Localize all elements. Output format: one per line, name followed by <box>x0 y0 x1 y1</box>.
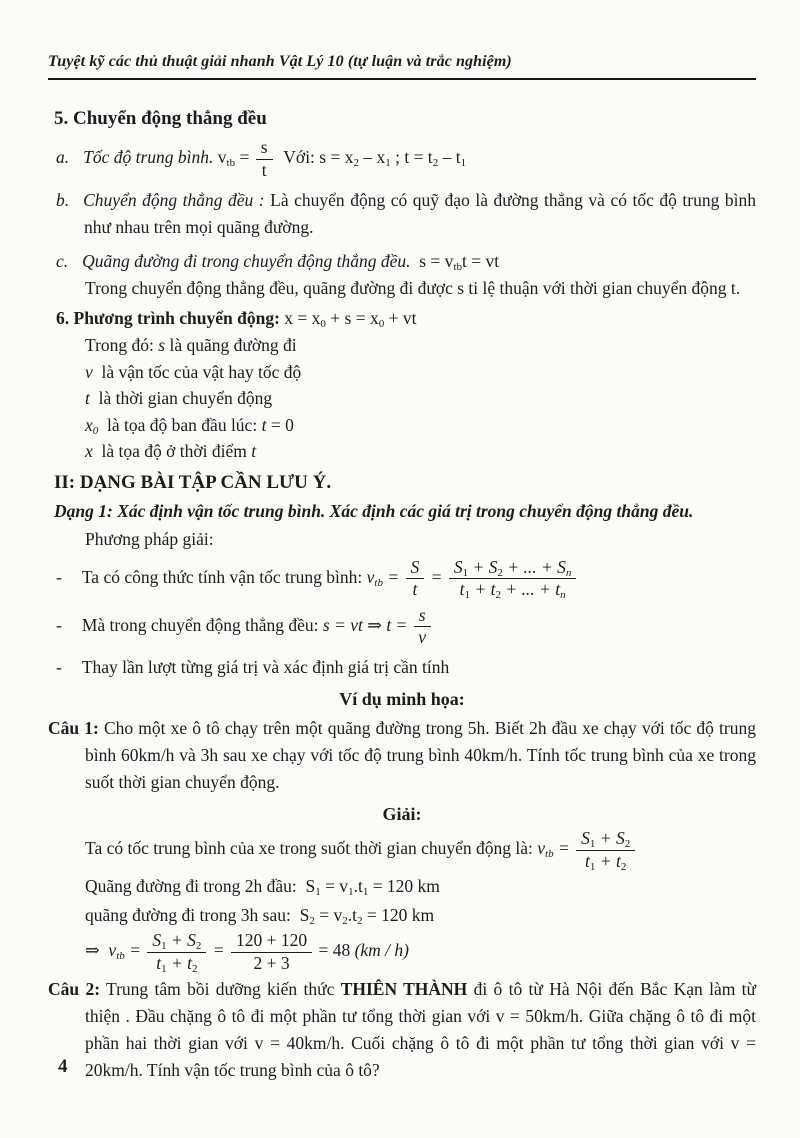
text-seg: = <box>426 566 447 587</box>
item-a-label: a. <box>56 147 70 168</box>
bullet-dash: - <box>56 566 62 587</box>
text-seg: t <box>555 579 561 600</box>
method-step-3 <box>56 654 756 681</box>
text-seg: S <box>187 930 196 951</box>
text-seg: 0 <box>378 318 385 331</box>
part-2-heading: II: DẠNG BÀI TẬP CẦN LƯU Ý. <box>54 471 332 493</box>
text-seg: 2 <box>342 915 348 928</box>
text-seg: Là chuyển động có quỹ đạo là đường thẳng và có tốc độ trung bình như nhau trên mọi quãng đường. <box>84 190 756 238</box>
uniform-motion-note: Trong chuyển động thẳng đều, quãng đường đi được s ti lệ thuận với thời gian chuyển động t. <box>85 278 741 299</box>
text-seg: t <box>615 850 621 871</box>
text-seg: 6. Phương trình chuyển động: <box>56 308 285 329</box>
text-seg: (km / h) <box>354 940 410 961</box>
examples-heading: Ví dụ minh họa: <box>339 689 465 710</box>
text-seg: + <box>470 579 491 600</box>
text-seg: 1 <box>589 838 596 851</box>
method-step-2-text <box>81 604 433 648</box>
text-seg: 2 + 3 <box>253 952 290 973</box>
text-seg: Ta có tốc trung bình của xe trong suốt thời gian chuyển động là: <box>85 838 538 859</box>
text-seg: S <box>488 556 498 577</box>
text-seg: x <box>85 441 93 462</box>
text-seg: 1 <box>161 962 167 975</box>
text-seg: quãng đường đi trong 3h sau: S <box>85 905 310 926</box>
text-seg: = 48 <box>314 940 355 961</box>
text-seg: ; t = t <box>390 147 433 168</box>
text-seg: + <box>166 930 188 951</box>
text-seg: tb <box>374 576 383 589</box>
text-seg: là quãng đường đi <box>165 335 297 356</box>
text-seg: t <box>261 414 267 435</box>
method-step-2 <box>56 606 756 648</box>
text-seg: s = vt <box>322 614 368 635</box>
text-seg: v <box>366 566 375 587</box>
item-c <box>56 248 756 275</box>
text-seg: 2 <box>356 915 363 928</box>
text-seg: t <box>187 952 193 973</box>
text-seg: = v <box>320 876 349 897</box>
text-seg: Với: s = x <box>274 147 354 168</box>
text-seg: s <box>260 137 268 157</box>
text-seg: t <box>490 579 496 600</box>
giai-heading: Giải: <box>382 804 422 825</box>
text-seg: t <box>251 441 257 462</box>
section-5-heading: 5. Chuyển động thẳng đều <box>54 108 267 129</box>
text-seg: S <box>453 556 463 577</box>
text-seg: 2 <box>353 157 359 170</box>
text-seg: ⇒ <box>85 940 109 961</box>
item-b-text <box>83 190 756 237</box>
text-seg: + s = x <box>325 308 379 329</box>
text-seg: t = vt <box>462 251 500 272</box>
text-seg: 1 <box>385 157 391 170</box>
text-seg: Câu 1: <box>48 718 99 739</box>
text-seg: S <box>581 828 590 849</box>
text-seg: – x <box>358 147 386 168</box>
bullet-dash: - <box>56 614 62 635</box>
text-seg: S <box>557 556 566 577</box>
fraction <box>254 138 275 180</box>
text-seg: = <box>553 838 575 859</box>
text-seg: 120 + 120 <box>235 930 308 951</box>
text-seg: Tốc độ trung bình. <box>83 147 218 168</box>
definition-s <box>85 332 756 359</box>
text-seg: + <box>166 952 188 973</box>
text-seg: 0 <box>92 424 99 437</box>
text-seg: .t <box>347 905 357 926</box>
text-seg: n <box>560 589 566 602</box>
text-seg: là vận tốc của vật hay tốc độ <box>92 361 302 382</box>
text-seg: THIÊN THÀNH <box>340 979 468 1000</box>
text-seg: + <box>595 828 616 849</box>
fraction <box>412 606 433 648</box>
text-seg: là tọa độ ở thời điểm <box>92 441 252 462</box>
text-seg: S <box>152 930 162 951</box>
text-seg: = <box>124 940 146 961</box>
text-seg: tb <box>116 950 125 963</box>
solution-line-1 <box>85 829 756 871</box>
text-seg: là thời gian chuyển động <box>89 388 273 409</box>
text-seg: Ta có công thức tính vận tốc trung bình: <box>81 566 367 587</box>
text-seg: 1 <box>161 940 167 953</box>
text-seg: t <box>261 159 267 180</box>
text-seg: tb <box>545 848 554 861</box>
fraction <box>404 558 427 600</box>
text-seg: t <box>459 579 465 600</box>
text-seg: n <box>565 566 572 579</box>
text-seg: v <box>418 627 427 648</box>
text-seg: là tọa độ ban đầu lúc: <box>98 414 262 435</box>
text-seg: s = v <box>414 251 454 272</box>
item-a <box>56 138 756 180</box>
text-seg: s <box>158 335 166 356</box>
item-a-text <box>83 137 467 180</box>
text-seg: t = <box>381 614 412 635</box>
text-seg: v <box>217 147 227 168</box>
fraction <box>229 931 314 973</box>
text-seg: 2 <box>192 962 198 975</box>
definition-x <box>85 438 756 465</box>
text-seg: S <box>615 828 625 849</box>
text-seg: S <box>410 556 420 577</box>
text-seg: Quãng đường đi trong 2h đầu: S <box>85 876 316 897</box>
text-seg: Cho một xe ô tô chạy trên một quãng đường trong 5h. Biết 2h đầu xe chạy với tốc độ trung bình 60km/h và 3h sau xe chạy với tốc độ trung bình 40km/h. Tính tốc trung bình của xe trong suốt thời gian chuyển động. <box>85 718 756 793</box>
text-seg: 2 <box>195 940 202 953</box>
fraction <box>574 829 637 871</box>
text-seg: t <box>85 388 90 409</box>
text-seg: ⇒ <box>367 614 382 635</box>
text-seg: 2 <box>432 157 439 170</box>
text-seg: t <box>585 850 590 871</box>
dang-1-heading: Dạng 1: Xác định vận tốc trung bình. Xác định các giá trị trong chuyển động thẳng đều. <box>54 500 694 521</box>
text-seg: = 120 km <box>368 876 440 897</box>
text-seg: – t <box>438 147 461 168</box>
method-step-1-text <box>81 556 579 602</box>
bullet-dash: - <box>56 657 62 678</box>
text-seg: đi ô tô từ Hà Nội đến Bắc Kạn làm từ thiện . Đầu chặng ô tô đi một phần tư tổng thời gian với v = 50km/h. Giữa chặng ô tô đi một phần hai thời gian với v = 40km/h. Cuối chặng ô tô đi một phần tư tổng thời gian với v = 20km/h. Tính vận tốc trung bình của ô tô? <box>85 979 757 1081</box>
text-seg: = <box>235 147 254 168</box>
text-seg: v <box>85 361 93 382</box>
definition-t <box>85 385 756 412</box>
text-seg: Thay lần lượt từng giá trị và xác định giá trị cần tính <box>81 657 450 678</box>
text-seg: tb <box>226 157 236 170</box>
text-seg: + vt <box>384 308 417 329</box>
text-seg: 2 <box>309 915 315 928</box>
text-seg: + ... + <box>500 579 556 600</box>
method-label: Phương pháp giải: <box>85 528 214 549</box>
cau-2-paragraph <box>48 976 756 1084</box>
text-seg: t <box>156 952 162 973</box>
text-seg: 2 <box>497 566 503 579</box>
text-seg: = v <box>314 905 343 926</box>
text-seg: Mà trong chuyển động thẳng đều: <box>81 614 323 635</box>
method-step-3-text <box>82 657 449 677</box>
text-seg: s <box>418 604 426 625</box>
item-b <box>56 187 756 241</box>
text-seg: Chuyển động thẳng đều : <box>83 190 271 211</box>
fraction <box>447 558 579 600</box>
text-seg: t <box>412 579 418 600</box>
text-seg: 2 <box>495 589 501 602</box>
solution-line-4 <box>85 931 756 973</box>
text-seg: + <box>595 850 616 871</box>
page-number: 4 <box>58 1056 68 1077</box>
cau-1-paragraph <box>48 715 756 796</box>
section-6-heading <box>56 305 756 332</box>
running-head <box>48 50 756 80</box>
text-seg: = 120 km <box>362 905 435 926</box>
text-seg: 1 <box>348 886 354 899</box>
solution-line-2 <box>85 873 756 900</box>
text-seg: 1 <box>589 860 596 873</box>
text-seg: = 0 <box>266 414 294 435</box>
text-seg: tb <box>453 261 462 274</box>
text-seg: = <box>208 940 229 961</box>
text-seg: 1 <box>462 566 469 579</box>
text-seg: + <box>468 556 489 577</box>
text-seg: Trong đó: <box>85 335 159 356</box>
definition-v <box>85 359 756 386</box>
text-seg: .t <box>353 876 363 897</box>
solution-line-3 <box>85 902 756 929</box>
text-seg: v <box>108 940 117 961</box>
text-seg: Câu 2: <box>48 979 101 1000</box>
text-seg: 0 <box>320 318 326 331</box>
text-seg: = <box>382 566 404 587</box>
text-seg: 2 <box>624 838 631 851</box>
fraction <box>145 931 208 973</box>
text-seg: Quãng đường đi trong chuyển động thẳng đều. <box>82 251 415 272</box>
item-c-label: c. <box>56 251 69 272</box>
text-seg: 1 <box>460 157 467 170</box>
text-seg: 1 <box>315 886 321 899</box>
text-seg: + ... + <box>502 556 558 577</box>
text-seg: v <box>537 838 546 859</box>
method-step-1 <box>56 558 756 600</box>
item-b-label: b. <box>56 190 70 211</box>
text-seg: Trung tâm bồi dưỡng kiến thức <box>100 979 341 1000</box>
text-seg: 1 <box>464 589 471 602</box>
definition-x0 <box>85 412 756 439</box>
text-seg: 2 <box>620 860 627 873</box>
text-seg: x <box>85 414 93 435</box>
text-seg: 1 <box>362 886 369 899</box>
running-head-title: Tuyệt kỹ các thủ thuật giải nhanh Vật Lý 10 (tự luận và trắc nghiệm) <box>48 53 512 70</box>
item-c-text <box>82 251 500 274</box>
text-seg: x = x <box>284 308 321 329</box>
